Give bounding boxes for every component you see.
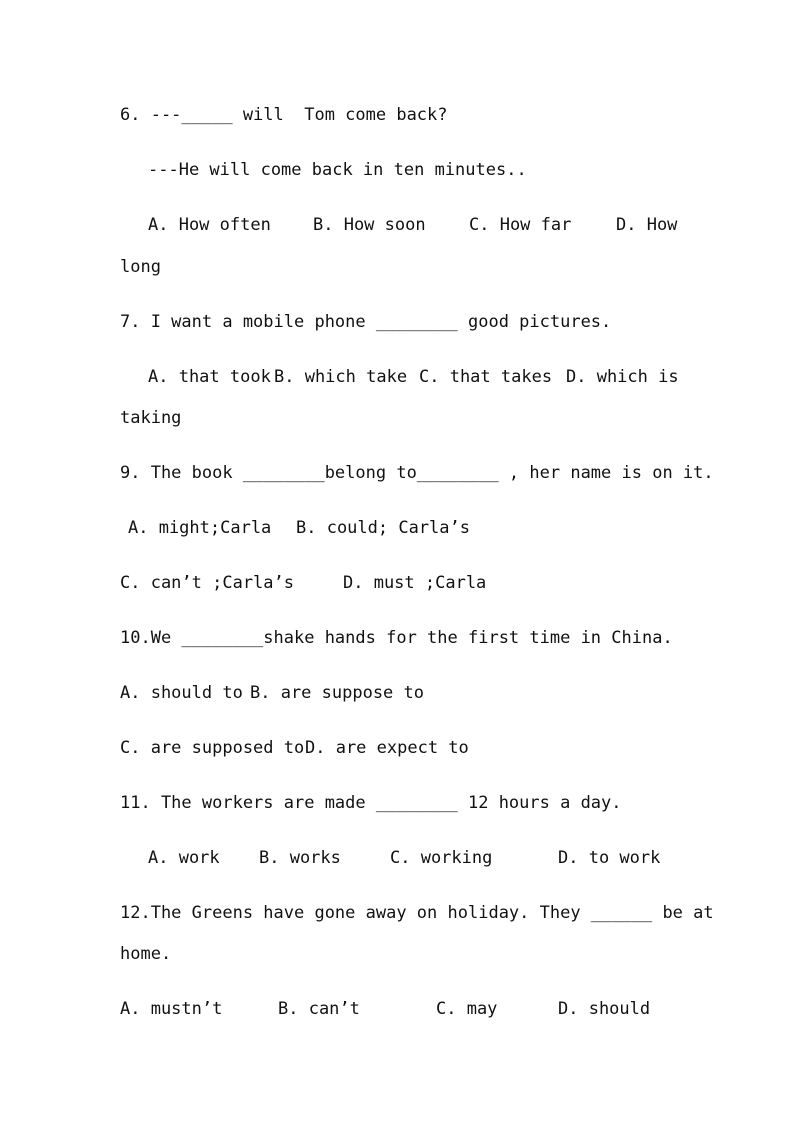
question-6-option-b: B. How soon [313,215,426,235]
question-6-wrap: long [120,257,161,277]
question-10-option-a: A. should to [120,683,243,703]
question-10-option-c: C. are supposed to [120,738,305,758]
question-9-option-a: A. might;Carla [128,518,272,538]
question-7-stem: 7. I want a mobile phone ________ good pictures. [120,312,612,332]
question-9-option-c: C. can’t ;Carla’s [120,573,294,593]
question-12-option-d: D. should [558,999,651,1019]
question-9-option-d: D. must ;Carla [343,573,487,593]
question-12-options [120,998,680,1130]
question-7-option-d: D. which is [566,367,679,387]
question-12-stem: 12.The Greens have gone away on holiday. They ______ be at [120,903,714,923]
question-7-option-c: C. that takes [419,367,553,387]
question-11-option-c: C. working [390,848,493,868]
question-6-option-c: C. How far [469,215,572,235]
question-11-option-a: A. work [148,848,220,868]
question-10-option-d: D. are expect to [305,738,469,758]
question-10-stem: 10.We ________shake hands for the first time in China. [120,628,673,648]
question-11-option-d: D. to work [558,848,661,868]
question-12-option-b: B. can’t [278,999,360,1019]
question-7-option-a: A. that took [148,367,271,387]
question-6-option-d: D. How [616,215,678,235]
question-10-option-b: B. are suppose to [250,683,424,703]
question-6-stem: 6. ---_____ will Tom come back? [120,105,448,125]
question-11-stem: 11. The workers are made ________ 12 hours a day. [120,793,622,813]
question-12-wrap: home. [120,944,172,964]
question-11-option-b: B. works [259,848,341,868]
question-9-option-b: B. could; Carla’s [296,518,470,538]
question-7-wrap: taking [120,408,182,428]
question-6-reply: ---He will come back in ten minutes.. [148,160,527,180]
question-12-option-a: A. mustn’t [120,999,223,1019]
question-12-option-c: C. may [436,999,498,1019]
question-9-stem: 9. The book ________belong to________ , her name is on it. [120,463,714,483]
question-6-option-a: A. How often [148,215,271,235]
question-7-option-b: B. which take [274,367,408,387]
